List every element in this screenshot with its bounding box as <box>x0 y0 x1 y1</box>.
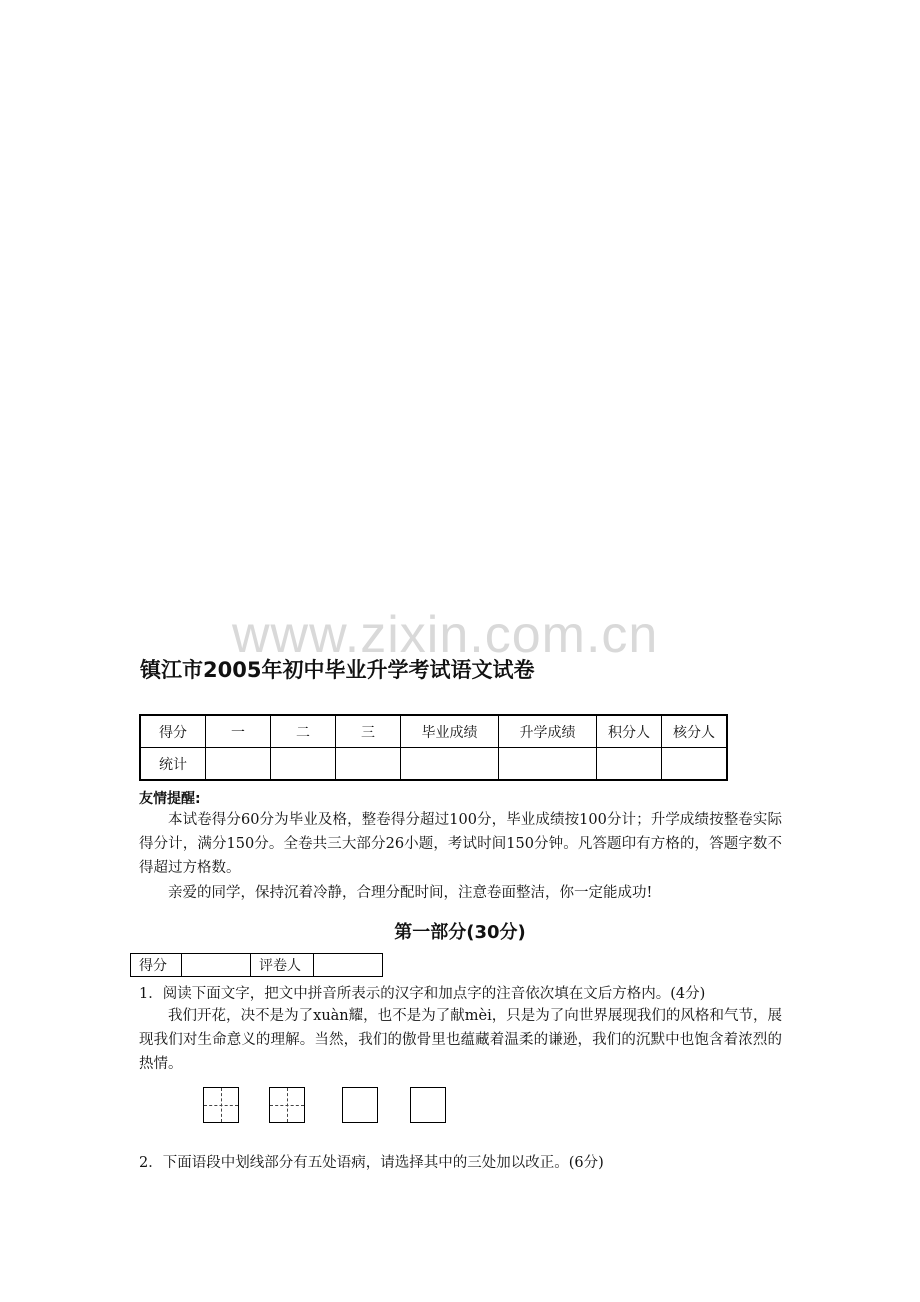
score-entry-cell[interactable] <box>206 748 271 781</box>
table-cell: 二 <box>271 715 336 748</box>
score-entry-cell[interactable] <box>499 748 597 781</box>
watermark: www.zixin.com.cn <box>232 606 659 664</box>
table-cell: 毕业成绩 <box>401 715 499 748</box>
question-1-passage: 我们开花，决不是为了xuàn耀，也不是为了献mèi，只是为了向世界展现我们的风格和气节，展现我们对生命意义的理解。当然，我们的傲骨里也蕴藏着温柔的谦逊，我们的沉默中也饱含着浓烈的热情。 <box>139 1008 782 1072</box>
table-cell: 评卷人 <box>251 954 314 977</box>
table-cell: 核分人 <box>662 715 728 748</box>
grader-table <box>130 953 383 977</box>
table-row <box>131 954 383 977</box>
answer-grid-box[interactable] <box>203 1087 239 1123</box>
table-cell: 一 <box>206 715 271 748</box>
page-title: 镇江市2005年初中毕业升学考试语文试卷 <box>140 658 535 682</box>
part-heading: 第一部分(30分) <box>394 922 526 943</box>
grader-entry-cell[interactable] <box>314 954 383 977</box>
table-cell: 得分 <box>131 954 182 977</box>
score-entry-cell[interactable] <box>271 748 336 781</box>
table-cell: 升学成绩 <box>499 715 597 748</box>
score-entry-cell[interactable] <box>336 748 401 781</box>
score-statistics-table <box>139 714 728 781</box>
table-cell: 统计 <box>140 748 206 781</box>
answer-box[interactable] <box>410 1087 446 1123</box>
answer-grid-box[interactable] <box>269 1087 305 1123</box>
table-cell: 三 <box>336 715 401 748</box>
reminder-encouragement: 亲爱的同学，保持沉着冷静，合理分配时间，注意卷面整洁，你一定能成功! <box>168 885 653 901</box>
score-entry-cell[interactable] <box>662 748 728 781</box>
table-cell: 积分人 <box>597 715 662 748</box>
score-entry-cell[interactable] <box>597 748 662 781</box>
answer-box[interactable] <box>342 1087 378 1123</box>
table-row <box>140 715 727 748</box>
reminder-heading: 友情提醒: <box>139 791 201 807</box>
score-entry-cell[interactable] <box>401 748 499 781</box>
table-cell: 得分 <box>140 715 206 748</box>
reminder-paragraph: 本试卷得分60分为毕业及格，整卷得分超过100分，毕业成绩按100分计；升学成绩按整卷实际得分计，满分150分。全卷共三大部分26小题，考试时间150分钟。凡答题印有方格的，答题字数不得超过方格数。 <box>139 812 782 876</box>
score-entry-cell[interactable] <box>182 954 251 977</box>
question-1-prompt: 1．阅读下面文字，把文中拼音所表示的汉字和加点字的注音依次填在文后方格内。(4分) <box>139 986 706 1002</box>
table-row <box>140 748 727 781</box>
question-2-prompt: 2．下面语段中划线部分有五处语病，请选择其中的三处加以改正。(6分) <box>139 1155 604 1171</box>
